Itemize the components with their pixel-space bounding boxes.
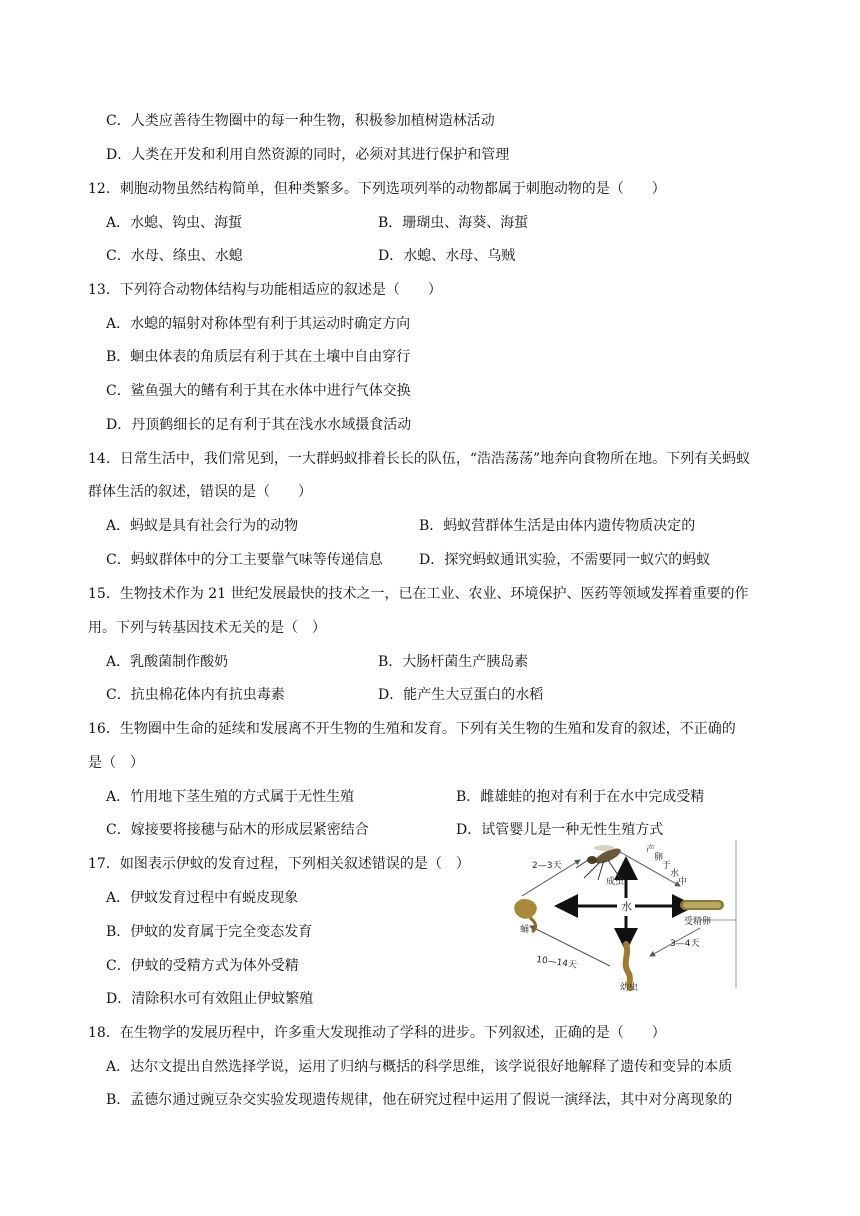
- q16-option-a: A．竹用地下茎生殖的方式属于无性生殖: [106, 789, 355, 805]
- q13-option-d: D．丹顶鹤细长的足有利于其在浅水水域摄食活动: [106, 417, 412, 433]
- question-14-line1: 14．日常生活中，我们常见到，一大群蚂蚁排着长长的队伍，“浩浩荡荡”地奔向食物所在地。下列有关蚂蚁: [88, 451, 751, 467]
- q15-option-d: D．能产生大豆蛋白的水稻: [378, 687, 544, 703]
- center-water-label: 水: [621, 900, 632, 913]
- svg-text:水: 水: [670, 869, 680, 879]
- svg-text:受精卵: 受精卵: [684, 917, 712, 927]
- q12-option-b: B．珊瑚虫、海葵、海蜇: [378, 215, 529, 231]
- q12-option-a: A．水螅、钩虫、海蜇: [106, 215, 243, 231]
- svg-text:2—3天: 2—3天: [532, 861, 562, 871]
- svg-text:卵: 卵: [654, 853, 664, 863]
- q14-option-c: C．蚂蚁群体中的分工主要靠气味等传递信息: [106, 552, 383, 568]
- adult-mosquito-icon: [576, 845, 623, 880]
- svg-text:10—14天: 10—14天: [535, 955, 578, 971]
- q14-option-b: B．蚂蚁营群体生活是由体内遗传物质决定的: [419, 518, 696, 534]
- q18-option-b: B．孟德尔通过豌豆杂交实验发现遗传规律，他在研究过程中运用了假说一演绎法，其中对分离现象的: [106, 1092, 733, 1108]
- q12-option-c: C．水母、绦虫、水螅: [106, 248, 243, 264]
- q17-option-b: B．伊蚊的发育属于完全变态发育: [106, 924, 313, 940]
- question-14-line2: 群体生活的叙述，错误的是（ ）: [88, 484, 312, 500]
- question-15-line2: 用。下列与转基因技术无关的是（ ）: [88, 620, 326, 636]
- larva-icon: [626, 944, 630, 988]
- egg-raft-icon: [680, 900, 724, 910]
- q15-option-a: A．乳酸菌制作酸奶: [106, 654, 229, 670]
- q13-option-a: A．水螅的辐射对称体型有利于其运动时确定方向: [106, 316, 411, 332]
- svg-text:3—4天: 3—4天: [670, 939, 700, 949]
- q18-option-a: A．达尔文提出自然选择学说，运用了归纳与概括的科学思维，该学说很好地解释了遗传和变异的本质: [106, 1059, 733, 1075]
- q13-option-b: B．蛔虫体表的角质层有利于其在土壤中自由穿行: [106, 349, 411, 365]
- q16-option-c: C．嫁接要将接穗与砧木的形成层紧密结合: [106, 822, 369, 838]
- svg-text:蛹: 蛹: [520, 925, 530, 935]
- question-15-line1: 15．生物技术作为 21 世纪发展最快的技术之一，已在工业、农业、环境保护、医药等领域发挥着重要的作: [88, 586, 749, 602]
- question-16-line1: 16．生物圈中生命的延续和发展离不开生物的生殖和发育。下列有关生物的生殖和发育的叙述，不正确的: [88, 721, 736, 737]
- q12-option-d: D．水螅、水母、乌贼: [378, 248, 516, 264]
- svg-text:成虫: 成虫: [606, 877, 625, 887]
- svg-text:中: 中: [678, 877, 688, 887]
- svg-text:产: 产: [646, 845, 656, 855]
- q16-option-b: B．雌雄蛙的抱对有利于在水中完成受精: [456, 789, 705, 805]
- q17-option-d: D．清除积水可有效阻止伊蚊繁殖: [106, 991, 314, 1007]
- l2: D．人类在开发和利用自然资源的同时，必须对其进行保护和管理: [106, 147, 510, 163]
- q15-option-c: C．抗虫棉花体内有抗虫毒素: [106, 687, 285, 703]
- question-16-line2: 是（ ）: [88, 755, 144, 771]
- q16-option-d: D．试管婴儿是一种无性生殖方式: [456, 822, 664, 838]
- question-18: 18．在生物学的发展历程中，许多重大发现推动了学科的进步。下列叙述，正确的是（ ）: [88, 1025, 666, 1041]
- question-13: 13．下列符合动物体结构与功能相适应的叙述是（ ）: [88, 282, 442, 298]
- question-12: 12．刺胞动物虽然结构简单，但种类繁多。下列选项列举的动物都属于刺胞动物的是（ ）: [88, 181, 666, 197]
- svg-text:幼虫: 幼虫: [620, 983, 639, 992]
- q17-option-c: C．伊蚊的受精方式为体外受精: [106, 958, 299, 974]
- q14-option-d: D．探究蚂蚁通讯实验，不需要同一蚁穴的蚂蚁: [419, 552, 711, 568]
- q13-option-c: C．鲨鱼强大的鳍有利于其在水体中进行气体交换: [106, 383, 411, 399]
- q15-option-b: B．大肠杆菌生产胰岛素: [378, 654, 529, 670]
- question-17: 17．如图表示伊蚊的发育过程，下列相关叙述错误的是（ ）: [88, 856, 470, 872]
- mosquito-life-cycle-figure: [480, 838, 742, 992]
- q14-option-a: A．蚂蚁是具有社会行为的动物: [106, 518, 299, 534]
- svg-text:于: 于: [662, 861, 672, 871]
- q17-option-a: A．伊蚊发育过程中有蜕皮现象: [106, 890, 299, 906]
- l1: C．人类应善待生物圈中的每一种生物，积极参加植树造林活动: [106, 113, 495, 129]
